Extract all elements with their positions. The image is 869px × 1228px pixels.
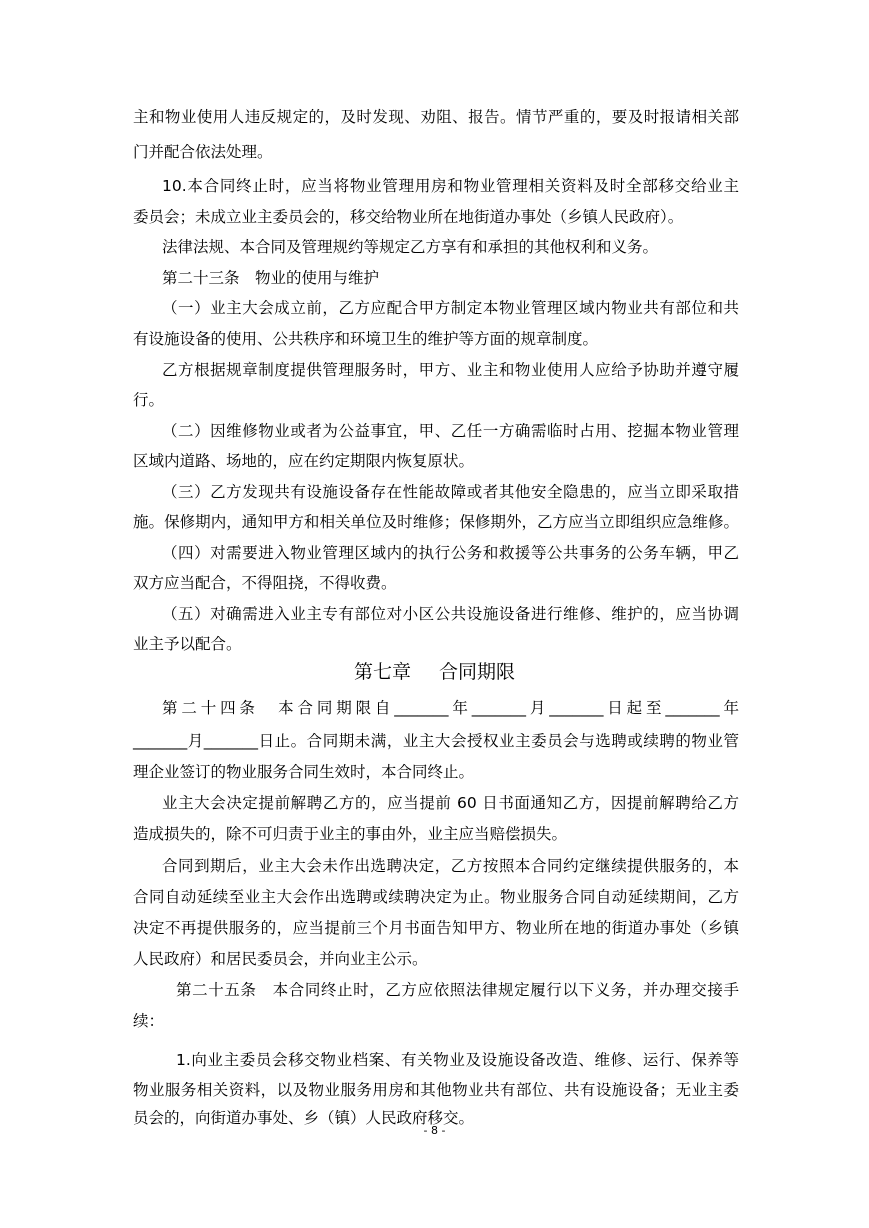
text-line: 理企业签订的物业服务合同生效时，本合同终止。 xyxy=(133,763,475,781)
text-line: 造成损失的，除不可归责于业主的事由外，业主应当赔偿损失。 xyxy=(133,825,568,843)
text-line: 1.向业主委员会移交物业档案、有关物业及设施设备改造、维修、运行、保养等 xyxy=(176,1051,739,1069)
chapter-heading xyxy=(0,660,869,684)
text-line: 主和物业使用人违反规定的，及时发现、劝阻、报告。情节严重的，要及时报请相关部 xyxy=(133,108,739,126)
text-line: （四）对需要进入物业管理区域内的执行公务和救援等公共事务的公务车辆，甲乙 xyxy=(162,544,739,562)
text-line: 业主大会决定提前解聘乙方的，应当提前 60 日书面通知乙方，因提前解聘给乙方 xyxy=(162,794,739,812)
chapter-title: 合同期限 xyxy=(439,661,516,683)
text-line: 业主予以配合。 xyxy=(133,635,242,653)
text-line: （一）业主大会成立前，乙方应配合甲方制定本物业管理区域内物业共有部位和共 xyxy=(162,299,739,317)
text-line: 合同自动延续至业主大会作出选聘或续聘决定为止。物业服务合同自动延续期间，乙方 xyxy=(133,888,739,906)
text-line: （五）对确需进入业主专有部位对小区公共设施设备进行维修、维护的，应当协调 xyxy=(162,605,739,623)
text-line: 行。 xyxy=(133,391,165,409)
page-number: - 8 - xyxy=(423,1124,446,1137)
text-line: 续： xyxy=(133,1012,165,1030)
text-line: 委员会；未成立业主委员会的，移交给物业所在地街道办事处（乡镇人民政府）。 xyxy=(133,208,684,226)
text-line: （二）因维修物业或者为公益事宜，甲、乙任一方确需临时占用、挖掘本物业管理 xyxy=(162,422,739,440)
text-line: 员会的，向街道办事处、乡（镇）人民政府移交。 xyxy=(133,1109,475,1127)
article-heading: 第二十五条 本合同终止时，乙方应依照法律规定履行以下义务，并办理交接手 xyxy=(176,981,739,999)
text-line: _______月_______日止。合同期未满，业主大会授权业主委员会与选聘或续聘的物业管 xyxy=(133,732,739,750)
text-line: 合同到期后，业主大会未作出选聘决定，乙方按照本合同约定继续提供服务的，本 xyxy=(162,857,739,875)
text-line: 门并配合依法处理。 xyxy=(133,143,273,161)
text-line: 人民政府）和居民委员会，并向业主公示。 xyxy=(133,950,428,968)
article-heading: 第二十三条 物业的使用与维护 xyxy=(162,269,380,287)
text-line: 施。保修期内，通知甲方和相关单位及时维修；保修期外，乙方应当立即组织应急维修。 xyxy=(133,513,739,531)
text-line: 有设施设备的使用、公共秩序和环境卫生的维护等方面的规章制度。 xyxy=(133,330,599,348)
text-line: 第二十四条 本合同期限自_______年_______月_______日起至_______年 xyxy=(162,699,739,717)
chapter-number: 第七章 xyxy=(353,661,411,683)
text-line: 10.本合同终止时，应当将物业管理用房和物业管理相关资料及时全部移交给业主 xyxy=(162,177,739,195)
text-line: 双方应当配合，不得阻挠，不得收费。 xyxy=(133,574,397,592)
text-line: 物业服务相关资料，以及物业服务用房和其他物业共有部位、共有设施设备；无业主委 xyxy=(133,1081,739,1099)
text-line: 区域内道路、场地的，应在约定期限内恢复原状。 xyxy=(133,452,475,470)
text-line: 法律法规、本合同及管理规约等规定乙方享有和承担的其他权利和义务。 xyxy=(162,238,659,256)
text-line: 决定不再提供服务的，应当提前三个月书面告知甲方、物业所在地的街道办事处（乡镇 xyxy=(133,919,739,937)
text-line: 乙方根据规章制度提供管理服务时，甲方、业主和物业使用人应给予协助并遵守履 xyxy=(162,361,739,379)
text-line: （三）乙方发现共有设施设备存在性能故障或者其他安全隐患的，应当立即采取措 xyxy=(162,483,739,501)
